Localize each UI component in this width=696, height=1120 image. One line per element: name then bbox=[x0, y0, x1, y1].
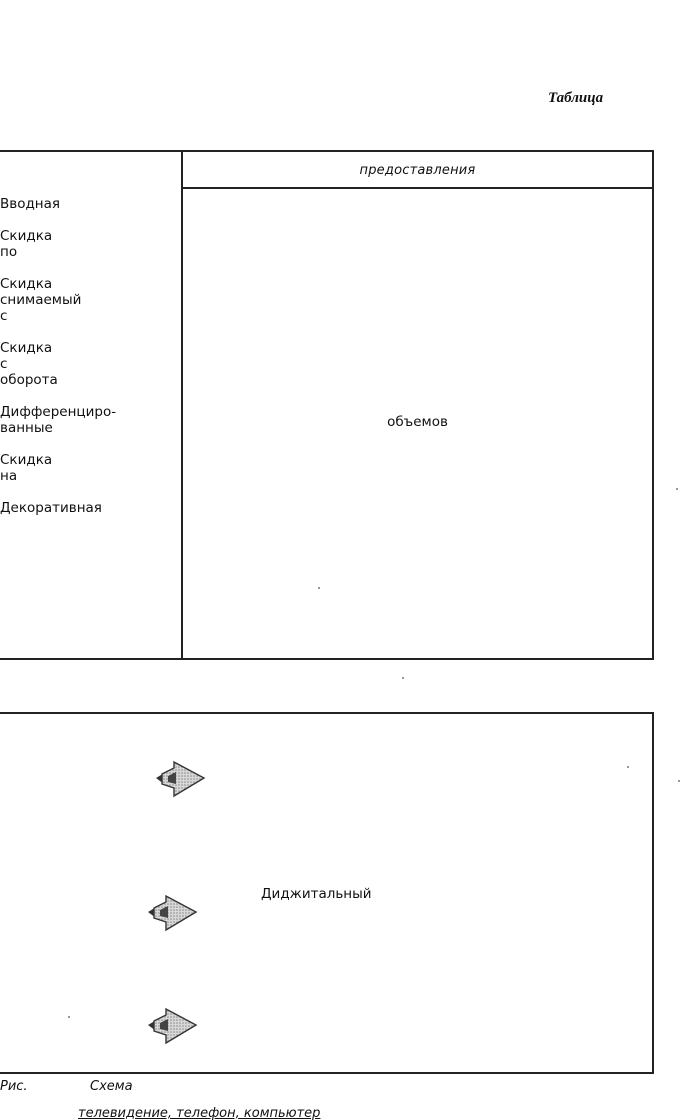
figure-caption-title: Схема bbox=[90, 1079, 133, 1094]
page-label: Таблица bbox=[548, 90, 604, 106]
arrow-right-icon bbox=[146, 888, 204, 940]
row-label: Вводная bbox=[0, 196, 61, 212]
arrow-right-icon bbox=[154, 754, 212, 806]
column-divider bbox=[181, 152, 183, 658]
row-label: Дифференциро- ванные bbox=[0, 404, 117, 436]
data-table bbox=[0, 150, 654, 660]
figure-caption-label: Рис. bbox=[0, 1079, 28, 1094]
header-divider bbox=[183, 187, 652, 189]
scan-speck bbox=[318, 587, 320, 589]
arrow-right-icon bbox=[146, 1001, 204, 1053]
scan-speck bbox=[676, 488, 678, 490]
table-center-text: объемов bbox=[387, 414, 448, 430]
row-label: Декоративная bbox=[0, 500, 102, 516]
row-label: Скидка с оборота bbox=[0, 340, 58, 388]
scan-speck bbox=[402, 677, 404, 679]
diagram-center-text: Диджитальный bbox=[261, 886, 372, 902]
scan-speck bbox=[627, 766, 629, 768]
row-labels bbox=[0, 196, 180, 532]
row-label: Скидка на bbox=[0, 452, 53, 484]
figure-caption-subtitle: телевидение, телефон, компьютер bbox=[78, 1106, 321, 1120]
row-label: Скидка снимаемый с bbox=[0, 276, 82, 324]
diagram-box bbox=[0, 712, 654, 1074]
row-label: Скидка по bbox=[0, 228, 53, 260]
column-header: предоставления bbox=[359, 163, 476, 178]
scan-speck bbox=[678, 780, 680, 782]
scan-speck bbox=[68, 1016, 70, 1018]
